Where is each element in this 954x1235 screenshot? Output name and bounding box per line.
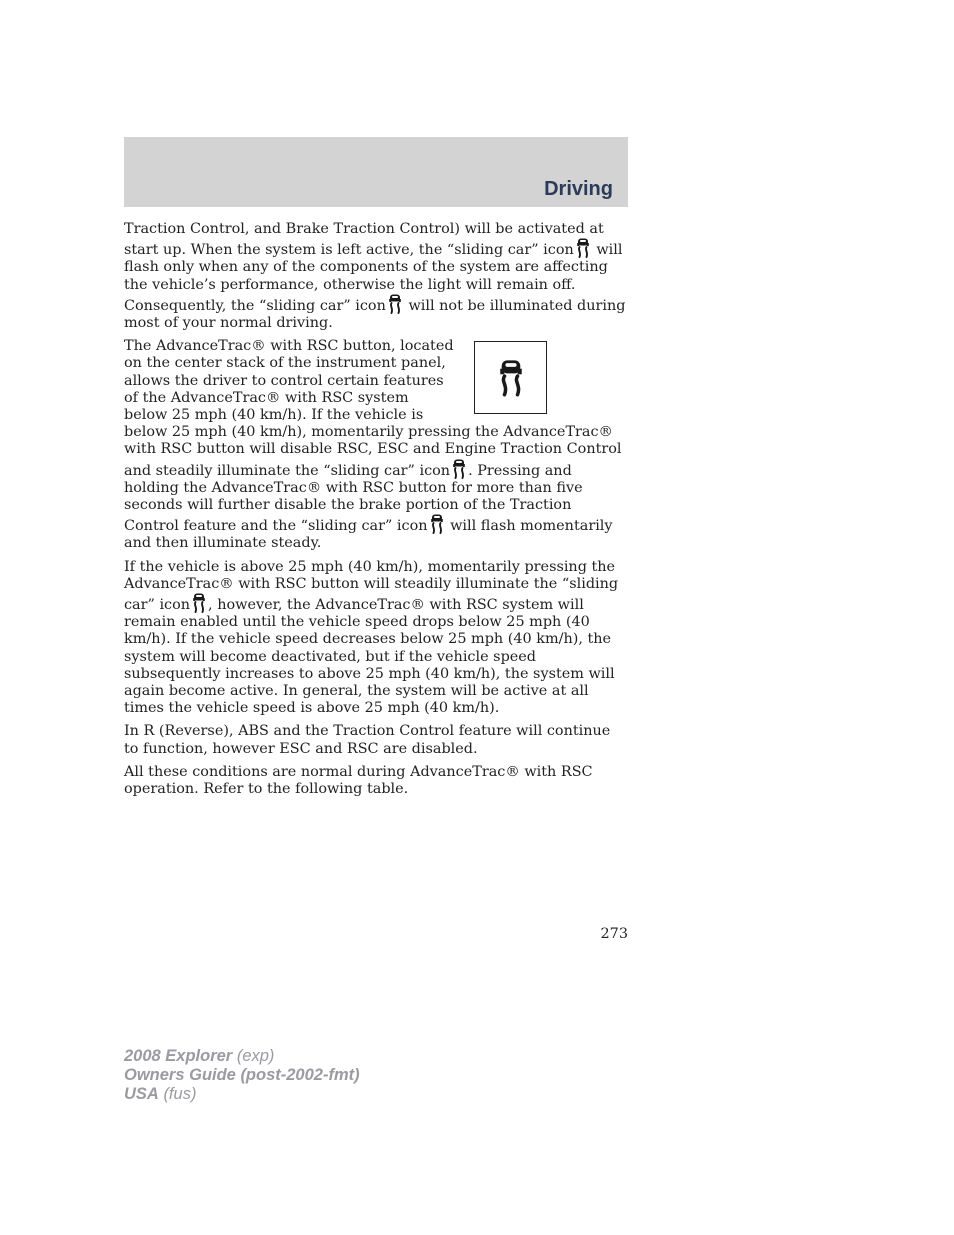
document-footer [124,1047,360,1104]
sliding-car-icon [192,593,206,613]
paragraph-1-text-c: will not be illuminated during most of your normal driving. [124,297,626,332]
sliding-car-icon [498,358,524,398]
paragraph-2 [124,338,629,552]
paragraph-3 [124,559,629,718]
body-text [124,221,629,804]
paragraph-2-text-c: will flash momentarily and then illuminate steady. [124,518,613,552]
footer-market-code: (fus) [163,1085,197,1103]
footer-line-2 [124,1066,360,1085]
paragraph-2-text-a: The AdvanceTrac® with RSC button, located on the center stack of the instrument panel, allows the driver to control certain features of the AdvanceTrac® with RSC system below 25 mph (40 km/h). If the vehicle is below 25 mph (40 km/h), momentarily pressing the AdvanceTrac® with RSC button will disable RSC, ESC and Engine Traction Control and steadily illuminate the “sliding car” icon [124,338,622,479]
sliding-car-icon [388,294,402,314]
sliding-car-icon [576,238,590,258]
paragraph-5: All these conditions are normal during AdvanceTrac® with RSC operation. Refer to the following table. [124,763,593,798]
paragraph-3-text-b: , however, the AdvanceTrac® with RSC system will remain enabled until the vehicle speed drops below 25 mph (40 km/h). If the vehicle speed decreases below 25 mph (40 km/h), the system will become deactivated, but if the vehicle speed subsequently increases to above 25 mph (40 km/h), the system will again become active. In general, the system will be active at all times the vehicle speed is above 25 mph (40 km/h). [124,597,615,717]
sliding-car-icon [430,514,444,534]
paragraph-1 [124,221,629,332]
section-title: Driving [544,178,613,200]
paragraph-1-text-b: will flash only when any of the components of the system are affecting the vehicle’s performance, otherwise the light will remain off. Consequently, the “sliding car” icon [124,242,623,314]
footer-model-code: (exp) [236,1047,275,1065]
footer-model: 2008 Explorer [124,1047,233,1065]
paragraph-4: In R (Reverse), ABS and the Traction Control feature will continue to function, however ESC and RSC are disabled. [124,723,611,757]
paragraph-2-text-b: . Pressing and holding the AdvanceTrac® with RSC button for more than five seconds will further disable the brake portion of the Traction Control feature and the “sliding car” icon [124,462,583,535]
footer-line-3 [124,1085,360,1104]
paragraph-1-text-a: Traction Control, and Brake Traction Control) will be activated at start up. When the system is left active, the “sliding car” icon [124,221,604,259]
section-header-band [124,137,628,207]
footer-line-1 [124,1047,360,1066]
footer-market: USA [124,1085,159,1103]
paragraph-3-text-a: If the vehicle is above 25 mph (40 km/h), momentarily pressing the AdvanceTrac® with RSC button will steadily illuminate the “sliding car” icon [124,558,619,614]
footer-guide: Owners Guide (post-2002-fmt) [124,1066,360,1084]
advancetrac-button-illustration [474,341,547,414]
page-number: 273 [600,926,628,942]
sliding-car-icon [452,459,466,479]
